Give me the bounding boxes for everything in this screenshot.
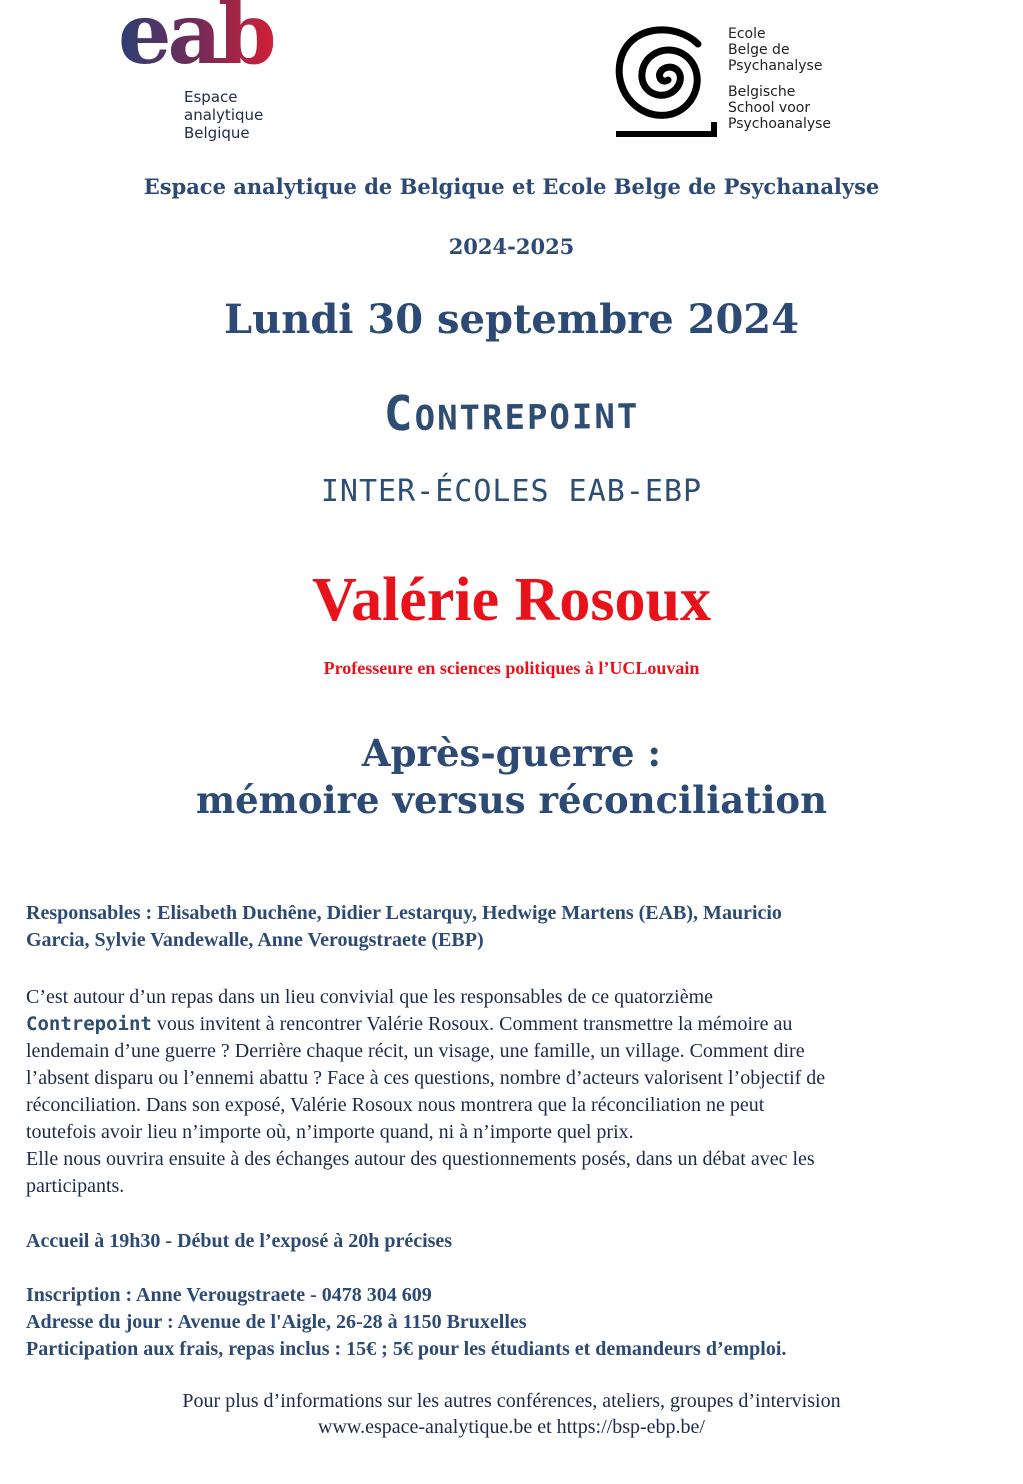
fees: Participation aux frais, repas inclus : 15€ ; 5€ pour les étudiants et demandeurs d’emploi. — [26, 1338, 787, 1360]
contrepoint-inline: Contrepoint — [26, 1013, 152, 1035]
spiral-icon — [606, 22, 718, 140]
description: C’est autour d’un repas dans un lieu convivial que les responsables de ce quatorzième Contrepoint vous invitent à rencontrer Valérie Rosoux. Comment transmettre la mémoire au lendemain d’une guerre ? Derrière chaque récit, un visage, une famille, un village. Comment dire l’absent disparu ou l’ennemi abattu ? Face à ces questions, nombre d’acteurs valorisent l’objectif de réconciliation. Dans son exposé, Valérie Rosoux nous montrera que la réconciliation ne peut toutefois avoir lieu n’importe où, n’importe quand, ni à n’importe quel prix. Elle nous ouvrira ensuite à des échanges autour des questionnements posés, dans un débat avec les participants. — [26, 986, 826, 1197]
season-label: 2024-2025 — [448, 234, 575, 259]
registration-info: Inscription : Anne Verougstraete - 0478 304 609 Adresse du jour : Avenue de l'Aigle, 26-28 à 1150 Bruxelles — [26, 1284, 527, 1333]
organizations-title: Espace analytique de Belgique et Ecole Belge de Psychanalyse — [143, 174, 880, 199]
footer-links[interactable]: www.espace-analytique.be et https://bsp-ebp.be/ — [318, 1416, 705, 1438]
speaker-name: Valérie Rosoux — [312, 566, 711, 634]
talk-title: Après-guerre : mémoire versus réconciliation — [195, 731, 827, 822]
eab-logo-subtitle: Espace analytique Belgique — [184, 88, 264, 142]
footer: Pour plus d’informations sur les autres conférences, ateliers, groupes d’intervision www.espace-analytique.be et https://bsp-ebp.be/ — [0, 1388, 1023, 1440]
organizers: Responsables : Elisabeth Duchêne, Didier Lestarquy, Hedwige Martens (EAB), Mauricio Garcia, Sylvie Vandewalle, Anne Verougstraete (EBP) — [26, 902, 782, 951]
speaker-role: Professeure en sciences politiques à l’UCLouvain — [323, 658, 700, 678]
schedule: Accueil à 19h30 - Début de l’exposé à 20h précises — [26, 1230, 453, 1252]
ebp-logo-text: Ecole Belge de Psychanalyse Belgische School voor Psychoanalyse — [728, 26, 832, 132]
series-subtitle: INTER-ÉCOLES EAB-EBP — [320, 474, 703, 509]
series-title: Contrepoint — [383, 383, 640, 443]
event-date: Lundi 30 septembre 2024 — [224, 296, 799, 343]
ebp-logo — [606, 22, 866, 147]
eab-logo — [118, 0, 288, 144]
eab-logo-wordmark: eab — [118, 0, 273, 76]
